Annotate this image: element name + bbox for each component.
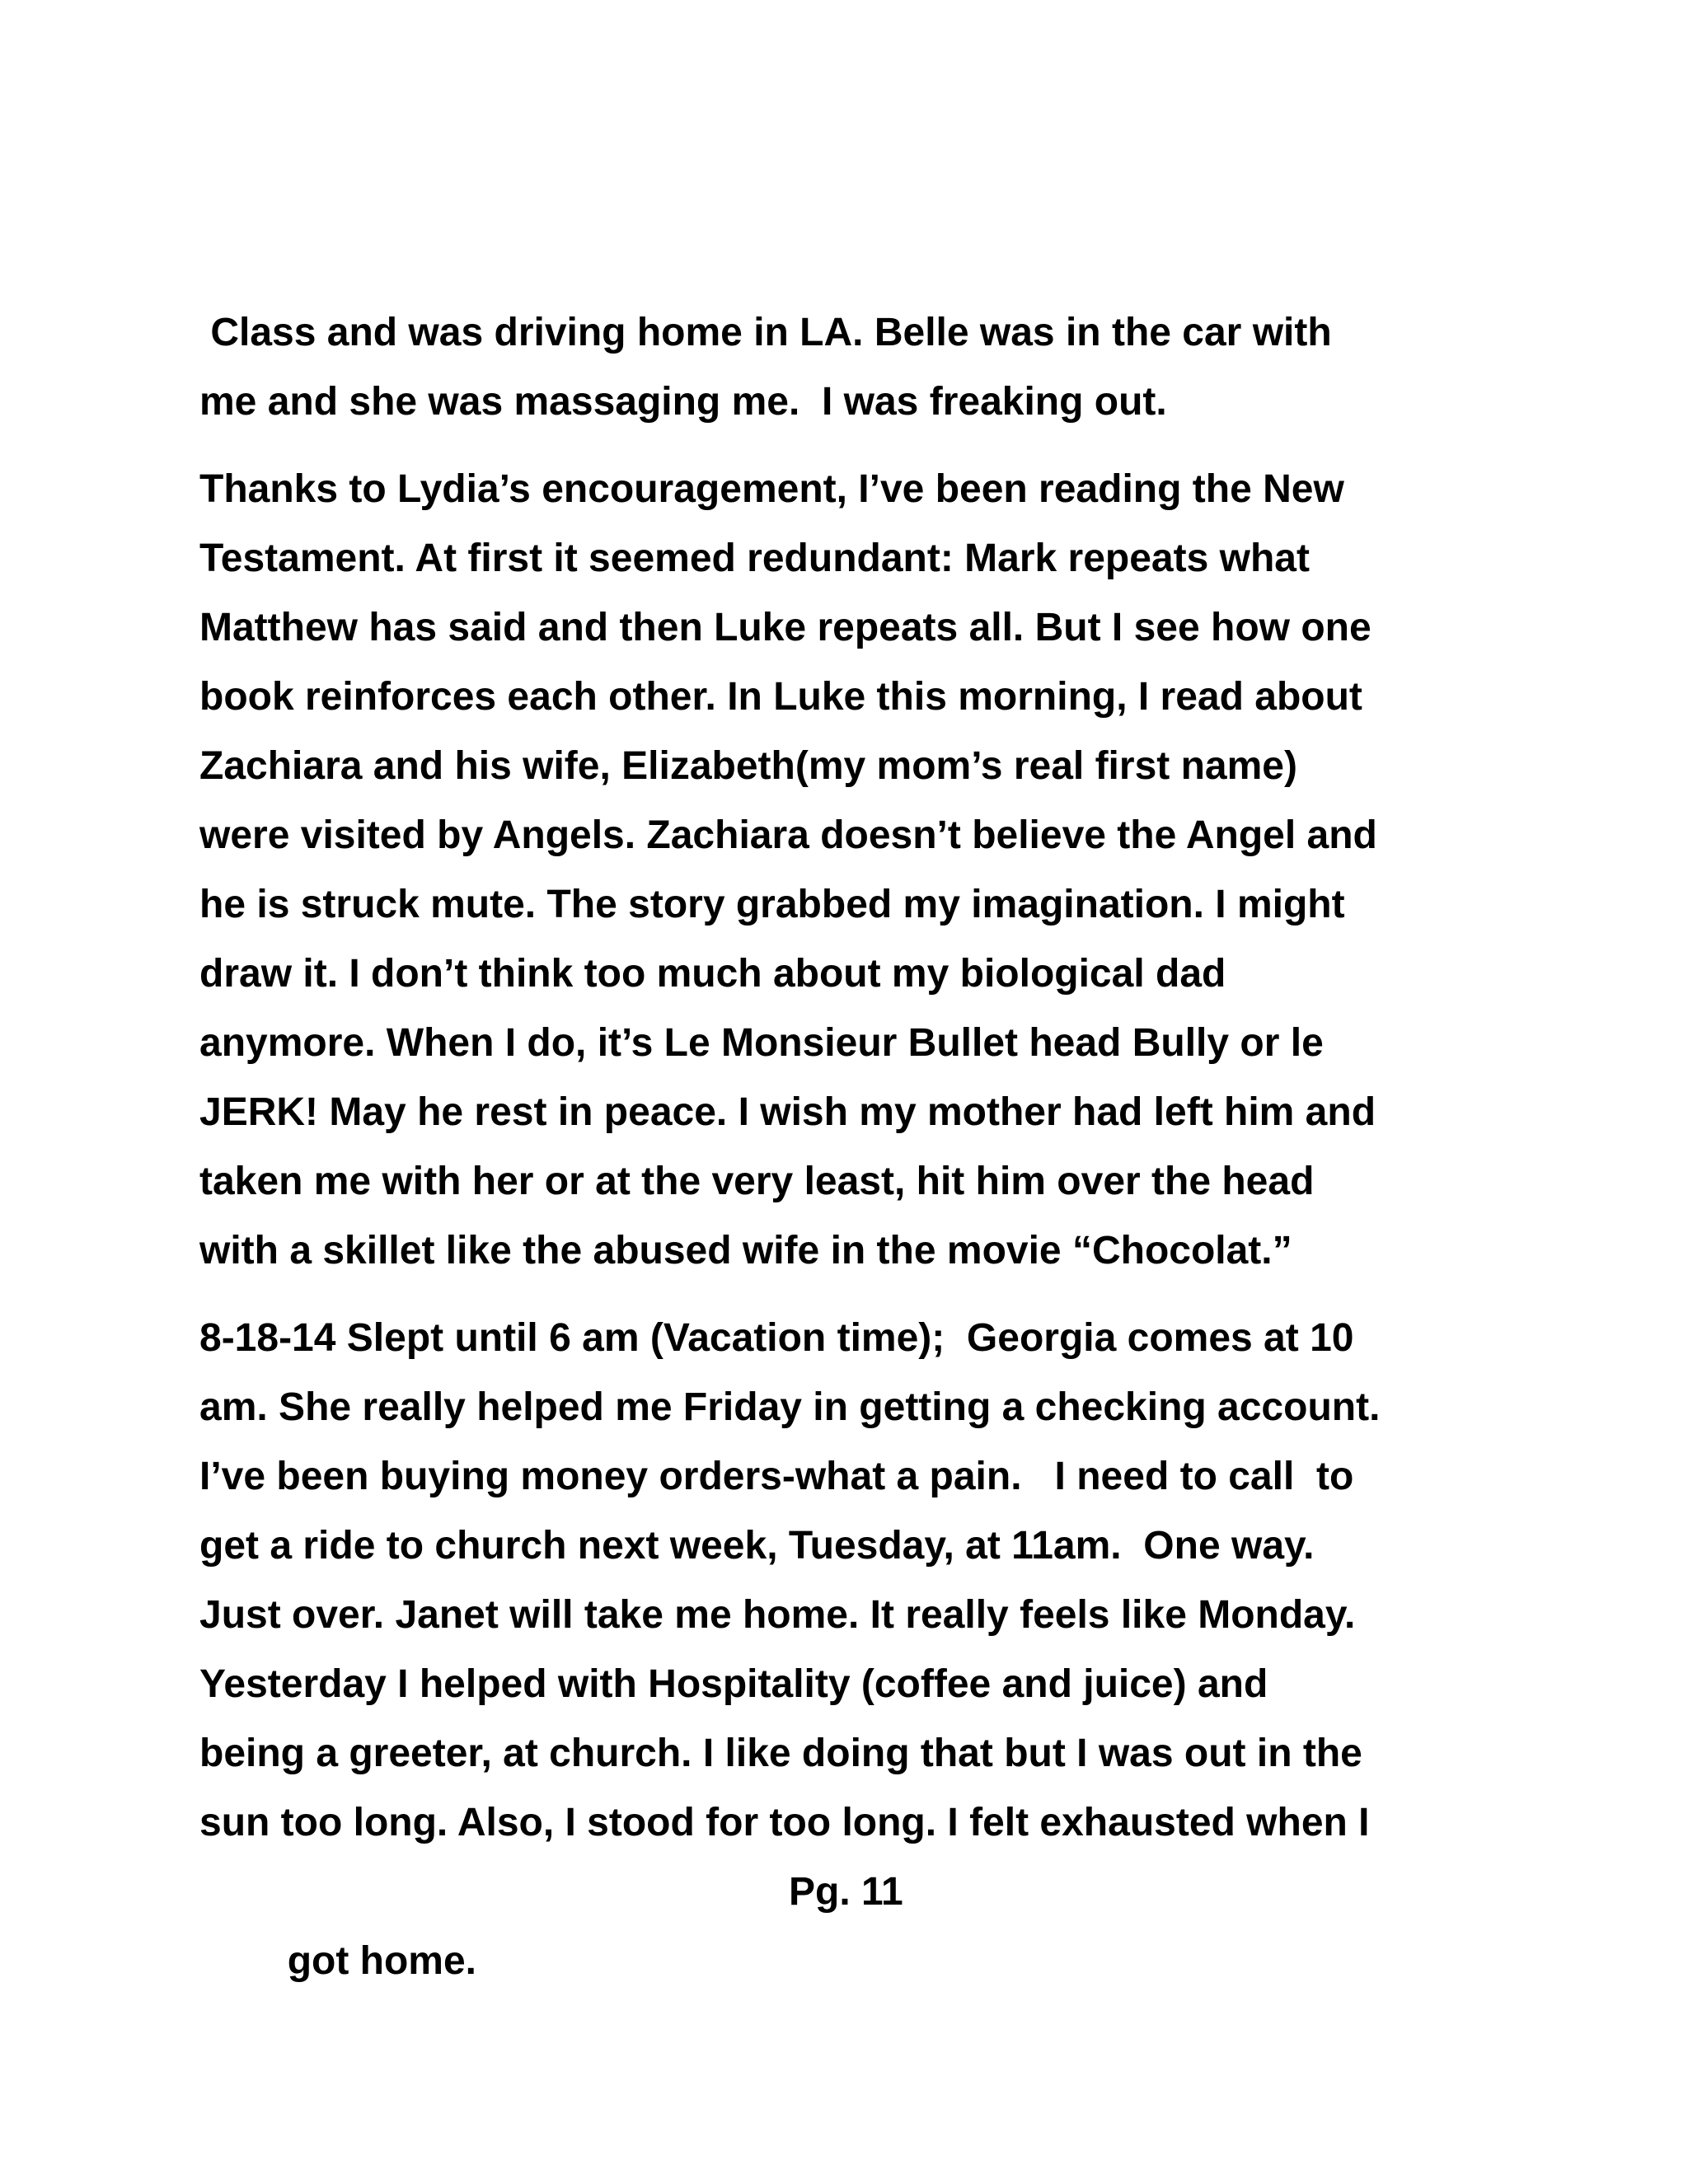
text-line: draw it. I don’t think too much about my biological dad (199, 952, 1226, 996)
paragraph-spacer (199, 437, 1485, 455)
text-line: with a skillet like the abused wife in the movie “Chocolat.” (199, 1229, 1292, 1272)
text-line: Yesterday I helped with Hospitality (coffee and juice) and (199, 1662, 1268, 1706)
text-line: get a ride to church next week, Tuesday, at 11am. One way. (199, 1524, 1315, 1568)
text-line: 8-18-14 Slept until 6 am (Vacation time); Georgia comes at 10 (199, 1316, 1354, 1360)
text-line: being a greeter, at church. I like doing that but I was out in the (199, 1732, 1362, 1775)
text-line: Testament. At first it seemed redundant: Mark repeats what (199, 537, 1310, 580)
text-line: Class and was driving home in LA. Belle was in the car with (199, 311, 1332, 354)
text-line: he is struck mute. The story grabbed my imagination. I might (199, 883, 1345, 926)
paragraph-2 (199, 455, 1485, 1286)
text-line: anymore. When I do, it’s Le Monsieur Bullet head Bully or le (199, 1021, 1324, 1065)
text-line: JERK! May he rest in peace. I wish my mother had left him and (199, 1090, 1376, 1134)
text-line: Thanks to Lydia’s encouragement, I’ve been reading the New (199, 467, 1344, 511)
text-line: were visited by Angels. Zachiara doesn’t believe the Angel and (199, 813, 1377, 857)
text-line: sun too long. Also, I stood for too long. I felt exhausted when I (199, 1801, 1370, 1844)
text-line: Zachiara and his wife, Elizabeth(my mom’s real first name) (199, 744, 1297, 788)
text-line: Just over. Janet will take me home. It really feels like Monday. (199, 1593, 1356, 1637)
text-line: taken me with her or at the very least, hit him over the head (199, 1160, 1315, 1203)
text-line: I’ve been buying money orders-what a pain. I need to call to (199, 1455, 1354, 1498)
journal-text (199, 298, 1485, 1983)
text-line: Matthew has said and then Luke repeats all. But I see how one (199, 606, 1372, 649)
paragraph-3 (199, 1304, 1485, 1983)
final-line (199, 1858, 1485, 1983)
text-line: am. She really helped me Friday in getting a checking account. (199, 1385, 1381, 1429)
text-line: got home. (287, 1939, 476, 1983)
paragraph-spacer (199, 1286, 1485, 1304)
page-number: Pg. 11 (789, 1870, 903, 1914)
text-line: me and she was massaging me. I was freaking out. (199, 380, 1167, 424)
paragraph-1 (199, 298, 1485, 437)
text-line: book reinforces each other. In Luke this morning, I read about (199, 675, 1362, 719)
